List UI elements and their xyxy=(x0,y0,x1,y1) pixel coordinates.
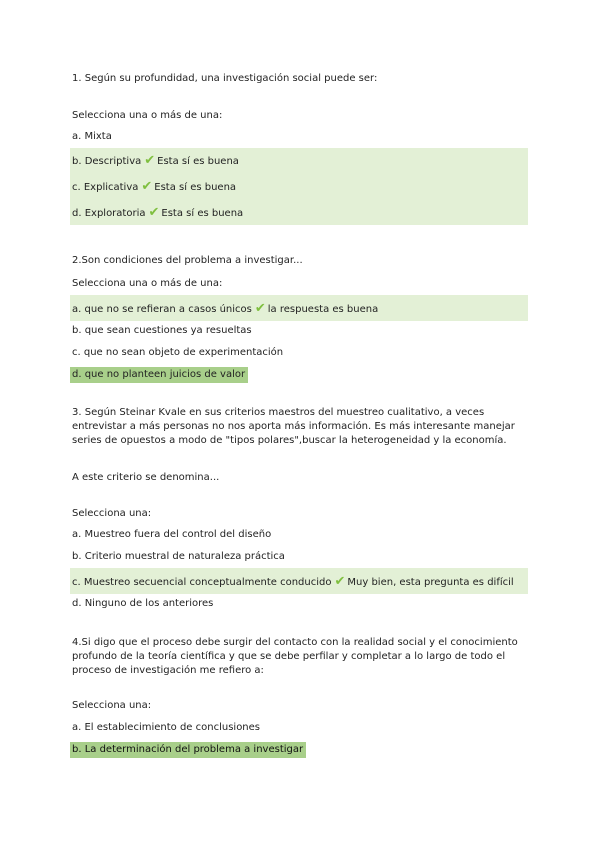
q2-question: 2.Son condiciones del problema a investigar... xyxy=(72,255,303,266)
q2-option-a[interactable] xyxy=(72,303,378,316)
q4-prompt: Selecciona una: xyxy=(72,700,152,711)
q2-option-c[interactable]: c. que no sean objeto de experimentación xyxy=(72,347,284,358)
q3-question: 3. Según Steinar Kvale en sus criterios maestros del muestreo cualitativo, a veces entrevistar a más personas no nos aporta más información. Es más interesante manejar series de opuestos a modo de "tipos polares",buscar la heterogeneidad y la economía. xyxy=(72,407,515,446)
q1-option-d[interactable] xyxy=(72,207,243,220)
checkmark-icon: ✔ xyxy=(144,153,156,168)
q1-option-c-feedback: Esta sí es buena xyxy=(154,182,237,193)
q1-option-b[interactable] xyxy=(72,155,239,168)
q3-prompt: Selecciona una: xyxy=(72,508,152,519)
q2-option-a-feedback: la respuesta es buena xyxy=(267,304,379,315)
q2-option-a-label: a. que no se refieran a casos únicos xyxy=(72,304,252,315)
q3-option-c-feedback: Muy bien, esta pregunta es difícil xyxy=(347,577,514,588)
q3-option-d[interactable]: d. Ninguno de los anteriores xyxy=(72,598,214,609)
q4-option-a[interactable]: a. El establecimiento de conclusiones xyxy=(72,722,261,733)
checkmark-icon: ✔ xyxy=(148,205,160,220)
q4-question: 4.Si digo que el proceso debe surgir del contacto con la realidad social y el conocimiento profundo de la teoría científica y que se debe perfilar y completar a lo largo de todo el proceso de investigación me refiero a: xyxy=(72,637,518,676)
q4-option-b[interactable]: b. La determinación del problema a investigar xyxy=(72,744,304,755)
q2-prompt: Selecciona una o más de una: xyxy=(72,278,223,289)
q2-option-b[interactable]: b. que sean cuestiones ya resueltas xyxy=(72,325,252,336)
q1-option-b-feedback: Esta sí es buena xyxy=(157,156,239,167)
q1-option-c[interactable] xyxy=(72,181,236,194)
q3-subquestion: A este criterio se denomina... xyxy=(72,472,220,483)
q3-option-c[interactable] xyxy=(72,576,514,589)
checkmark-icon: ✔ xyxy=(141,179,153,194)
q3-option-c-label: c. Muestreo secuencial conceptualmente conducido xyxy=(72,577,332,588)
checkmark-icon: ✔ xyxy=(334,574,346,589)
q1-option-d-label: d. Exploratoria xyxy=(72,208,146,219)
q1-option-d-feedback: Esta sí es buena xyxy=(161,208,244,219)
q3-option-b[interactable]: b. Criterio muestral de naturaleza práctica xyxy=(72,551,285,562)
q1-option-b-label: b. Descriptiva xyxy=(72,156,142,167)
q3-option-a[interactable]: a. Muestreo fuera del control del diseño xyxy=(72,529,272,540)
q1-option-c-label: c. Explicativa xyxy=(72,182,139,193)
q1-prompt: Selecciona una o más de una: xyxy=(72,110,223,121)
q2-option-d[interactable]: d. que no planteen juicios de valor xyxy=(72,369,246,380)
q1-question: 1. Según su profundidad, una investigación social puede ser: xyxy=(72,73,378,84)
q1-option-a[interactable]: a. Mixta xyxy=(72,131,112,142)
checkmark-icon: ✔ xyxy=(254,301,266,316)
